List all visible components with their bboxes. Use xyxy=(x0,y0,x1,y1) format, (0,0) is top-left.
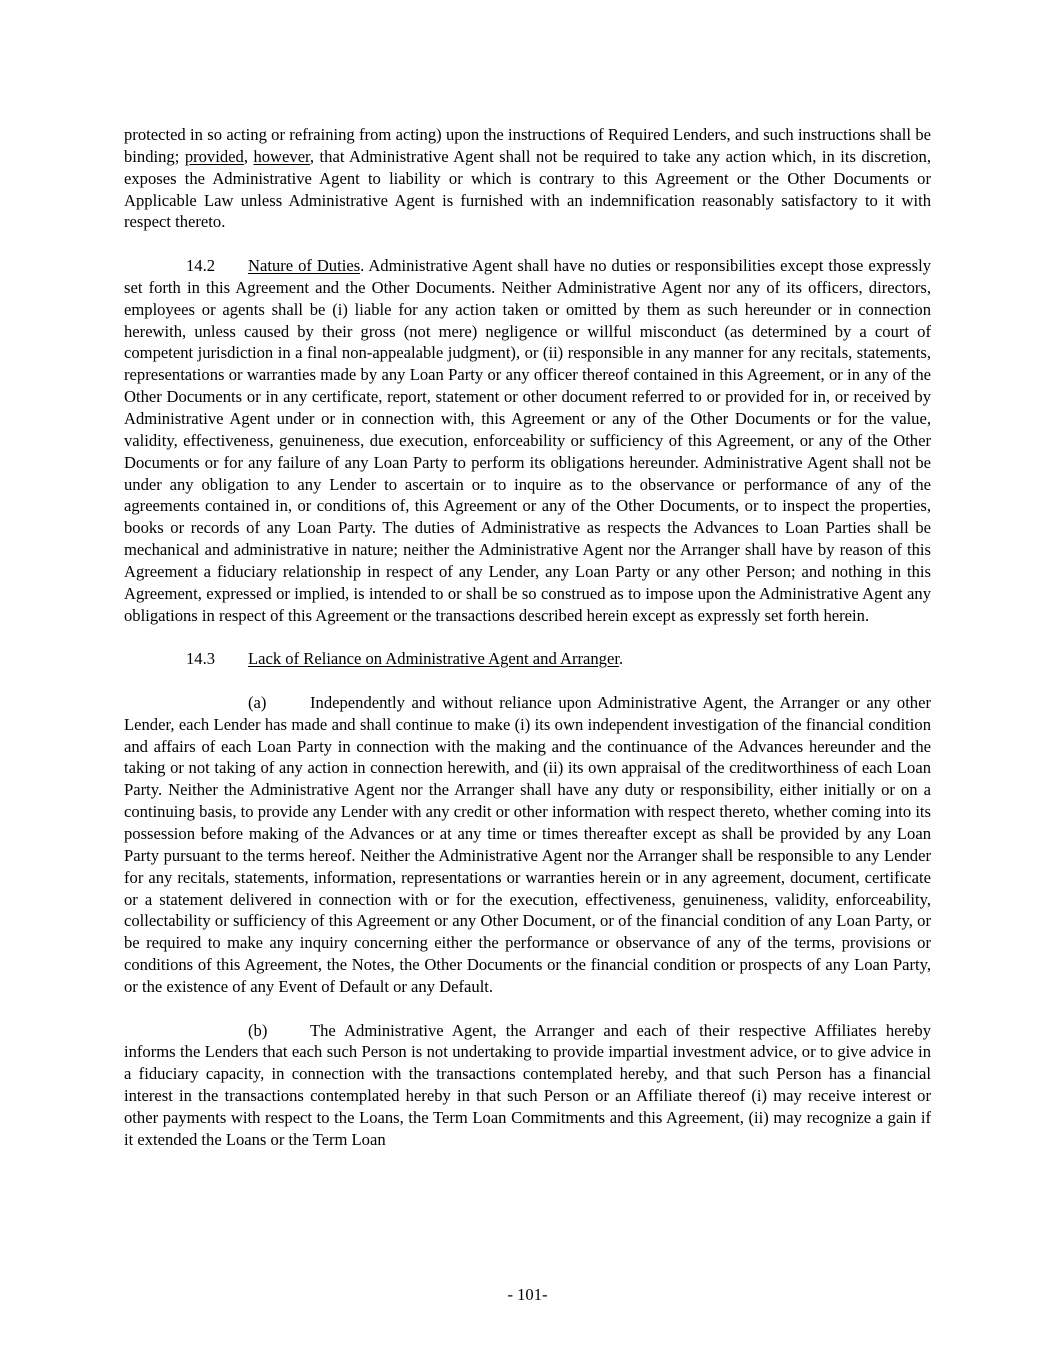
section-number: 14.3 xyxy=(186,649,216,669)
subsection-label: (b) xyxy=(248,1020,268,1040)
subsection-b xyxy=(124,1020,931,1151)
however-term: however xyxy=(253,146,310,166)
subsection-body: Independently and without reliance upon Administrative Agent, the Arranger or any other Lender, each Lender has made and shall continue to make (i) its own independent investigation of the financial condition and affairs of each Loan Party in connection with the making and the continuance of the Advances hereunder and the taking or not taking of any action in connection herewith, and (ii) its own appraisal of the creditworthiness of each Loan Party. Neither the Administrative Agent nor the Arranger shall have any duty or responsibility, either initially or on a continuing basis, to provide any Lender with any credit or other information with respect thereto, whether coming into its possession before making of the Advances or at any time or times thereafter except as shall be provided by any Loan Party pursuant to the terms hereof. Neither the Administrative Agent nor the Arranger shall be responsible to any Lender for any recitals, statements, information, representations or warranties herein or in any agreement, document, certificate or a statement delivered in connection with or for the execution, effectiveness, genuineness, validity, enforceability, collectability or sufficiency of this Agreement or any Other Document, or of the financial condition of any Loan Party, or be required to make any inquiry concerning either the performance or observance of any of the terms, provisions or conditions of this Agreement, the Notes, the Other Documents or the financial condition or prospects of any Loan Party, or the existence of any Event of Default or any Default. xyxy=(124,692,931,996)
paragraph-text: , that Administrative Agent shall not be required to take any action which, in its discretion, exposes the Administrative Agent to liability or which is contrary to this Agreement or the Other Documents or Applicable Law unless Administrative Agent is furnished with an indemnification reasonably satisfactory to it with respect thereto. xyxy=(124,146,931,232)
section-body: Administrative Agent shall have no duties or responsibilities except those expressly set forth in this Agreement and the Other Documents. Neither Administrative Agent nor any of its officers, directors, employees or agents shall be (i) liable for any action taken or omitted by them as such hereunder or in connection herewith, unless caused by their gross (not mere) negligence or willful misconduct (as determined by a court of competent jurisdiction in a final non-appealable judgment), or (ii) responsible in any manner for any recitals, statements, representations or warranties made by any Loan Party or any officer thereof contained in this Agreement, or in any of the Other Documents or in any certificate, report, statement or other document referred to or provided for in, or received by Administrative Agent under or in connection with, this Agreement or any of the Other Documents or for the value, validity, effectiveness, genuineness, due execution, enforceability or sufficiency of this Agreement, or any of the Other Documents or for any failure of any Loan Party to perform its obligations hereunder. Administrative Agent shall not be under any obligation to any Lender to ascertain or to inquire as to the observance or performance of any of the agreements contained in, or conditions of, this Agreement or any of the Other Documents, or to inspect the properties, books or records of any Loan Party. The duties of Administrative as respects the Advances to Loan Parties shall be mechanical and administrative in nature; neither the Administrative Agent nor the Arranger shall have by reason of this Agreement a fiduciary relationship in respect of any Lender, any Loan Party or any other Person; and nothing in this Agreement, expressed or implied, is intended to or shall be so construed as to impose upon the Administrative Agent any obligations in respect of this Agreement or the transactions described herein except as expressly set forth herein. xyxy=(124,256,931,625)
subsection-body: The Administrative Agent, the Arranger and each of their respective Affiliates hereby informs the Lenders that each such Person is not undertaking to provide impartial investment advice, or to give advice in a fiduciary capacity, in connection with the transactions contemplated hereby, and that such Person has a financial interest in the transactions contemplated hereby in that such Person or an Affiliate thereof (i) may receive interest or other payments with respect to the Loans, the Term Loan Commitments and this Agreement, (ii) may recognize a gain if it extended the Loans or the Term Loan xyxy=(124,1020,931,1149)
section-title: Lack of Reliance on Administrative Agent and Arranger xyxy=(248,649,619,669)
subsection-label: (a) xyxy=(248,692,267,712)
provided-term: provided xyxy=(184,146,244,166)
section-title: Nature of Duties xyxy=(248,256,361,276)
separator-text: , xyxy=(243,146,254,166)
document-page xyxy=(124,124,931,1173)
section-title-period: . xyxy=(360,256,365,276)
paragraph-text: protected in so acting or refraining from acting) upon the instructions of Required Lenders, and such instructions shall be binding; xyxy=(124,125,931,166)
subsection-a xyxy=(124,692,931,998)
section-14-3-heading xyxy=(124,648,931,670)
section-14-2 xyxy=(124,255,931,626)
page-number: - 101- xyxy=(507,1285,548,1304)
paragraph-continuation xyxy=(124,124,931,233)
section-title-period: . xyxy=(618,649,624,669)
section-number: 14.2 xyxy=(186,256,216,276)
